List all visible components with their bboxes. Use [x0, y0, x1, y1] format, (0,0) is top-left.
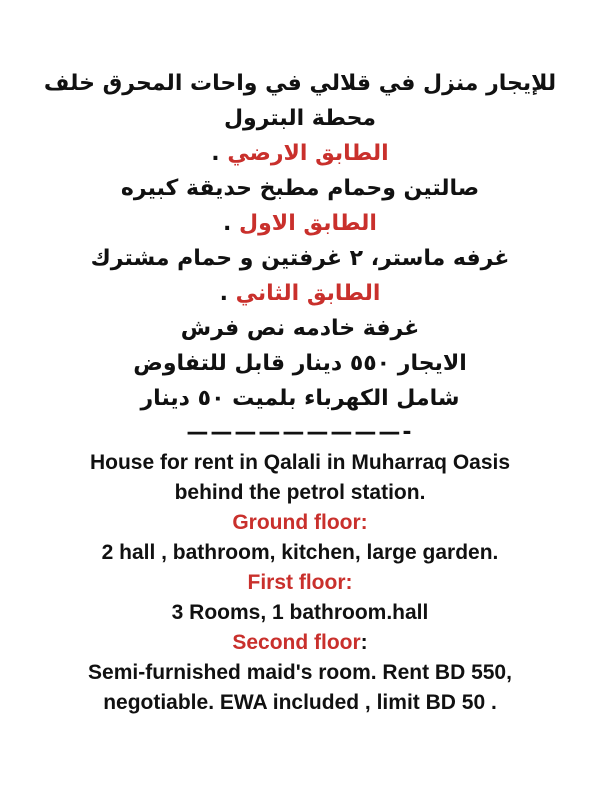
- rental-flyer: [0, 66, 600, 718]
- english-title-line2: behind the petrol station.: [174, 481, 426, 504]
- arabic-second-floor-dot: .: [219, 281, 236, 306]
- english-second-floor-desc-line2: negotiable. EWA included , limit BD 50 .: [103, 691, 497, 714]
- english-first-floor-desc: 3 Rooms, 1 bathroom.hall: [171, 601, 429, 624]
- arabic-ground-floor-heading-row: [0, 136, 600, 171]
- section-divider: —————————-: [186, 420, 414, 445]
- english-ground-floor-heading: Ground floor:: [232, 511, 368, 534]
- english-second-floor-heading: Second floor: [232, 631, 361, 654]
- english-second-floor-heading-row: [0, 628, 600, 658]
- arabic-first-floor-dot: .: [223, 211, 240, 236]
- english-ground-floor-desc: 2 hall , bathroom, kitchen, large garden.: [101, 541, 499, 564]
- arabic-ground-floor-heading: الطابق الارضي: [227, 141, 389, 166]
- arabic-title-line2: محطة البترول: [223, 106, 377, 131]
- arabic-rent-line: الايجار ٥٥٠ دينار قابل للتفاوض: [133, 351, 467, 376]
- arabic-first-floor-desc: غرفه ماستر، ٢ غرفتين و حمام مشترك: [90, 246, 510, 271]
- english-second-floor-colon: :: [360, 631, 368, 654]
- english-title-line1: House for rent in Qalali in Muharraq Oasis: [89, 451, 511, 474]
- arabic-title-line1: للإيجار منزل في قلالي في واحات المحرق خلف: [43, 71, 557, 96]
- arabic-second-floor-desc: غرفة خادمه نص فرش: [180, 316, 420, 341]
- arabic-ewa-line: شامل الكهرباء بلميت ٥٠ دينار: [140, 386, 460, 411]
- arabic-first-floor-heading: الطابق الاول: [239, 211, 377, 236]
- arabic-ground-floor-dot: .: [211, 141, 228, 166]
- arabic-second-floor-heading-row: [0, 276, 600, 311]
- english-second-floor-desc-line1: Semi-furnished maid's room. Rent BD 550,: [88, 661, 512, 684]
- arabic-ground-floor-desc: صالتين وحمام مطبخ حديقة كبيره: [120, 176, 480, 201]
- arabic-first-floor-heading-row: [0, 206, 600, 241]
- english-first-floor-heading: First floor:: [247, 571, 353, 594]
- arabic-second-floor-heading: الطابق الثاني: [235, 281, 381, 306]
